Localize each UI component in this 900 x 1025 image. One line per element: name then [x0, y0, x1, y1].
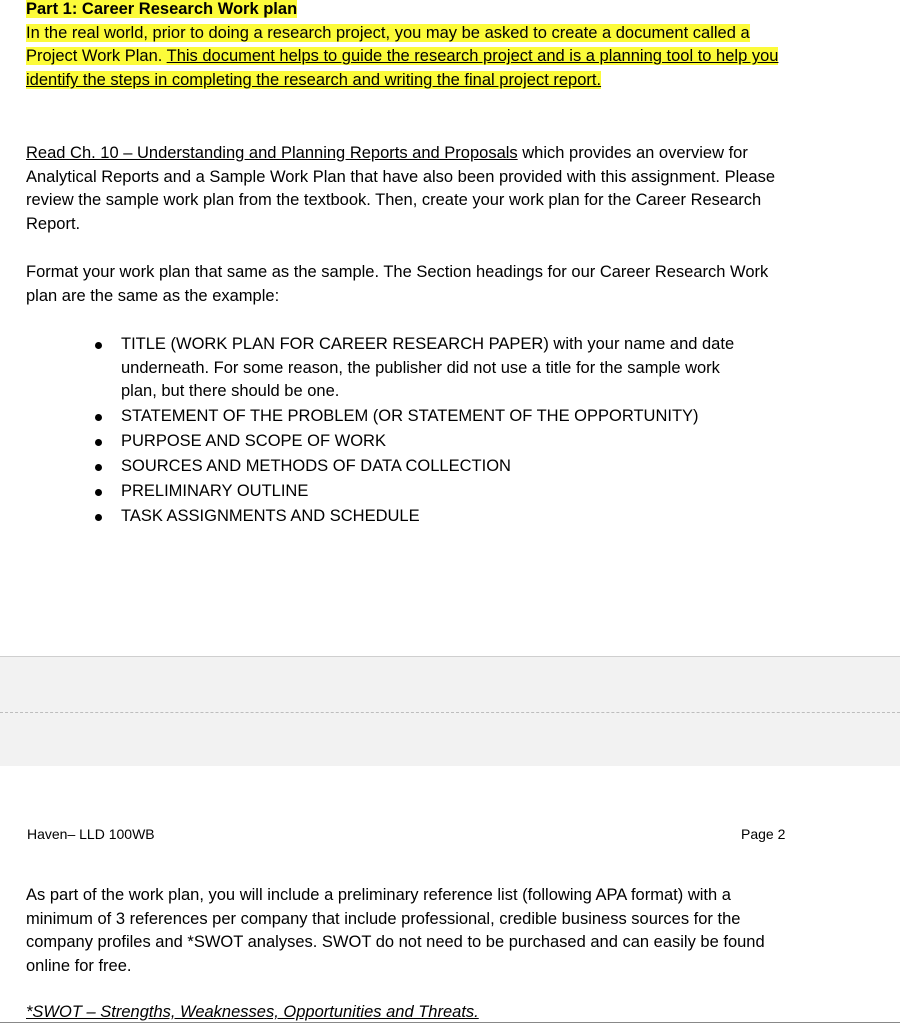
- document-page-2: [0, 766, 900, 1024]
- footer-author-course: Haven– LLD 100WB: [27, 826, 155, 842]
- list-item: STATEMENT OF THE PROBLEM (OR STATEMENT OF THE OPPORTUNITY): [95, 405, 735, 429]
- swot-note: *SWOT – Strengths, Weaknesses, Opportunities and Threats.: [26, 1003, 479, 1021]
- footer-page-number: Page 2: [741, 826, 786, 842]
- list-item: SOURCES AND METHODS OF DATA COLLECTION: [95, 455, 735, 479]
- part1-heading: Part 1: Career Research Work plan: [26, 0, 298, 18]
- section-headings-list: [95, 333, 735, 530]
- chapter-reference: Read Ch. 10 – Understanding and Planning Reports and Proposals: [26, 144, 518, 162]
- read-paragraph: [26, 142, 786, 237]
- list-item: PRELIMINARY OUTLINE: [95, 480, 735, 504]
- bullet-icon: [95, 414, 102, 421]
- intro-paragraph: [26, 0, 786, 93]
- bottom-divider: [0, 1022, 900, 1023]
- page-break: [0, 656, 900, 767]
- bullet-icon: [95, 342, 102, 349]
- bullet-icon: [95, 489, 102, 496]
- references-paragraph: As part of the work plan, you will include a preliminary reference list (following APA format) with a minimum of 3 references per company that include professional, credible business sources for the company profiles and *SWOT analyses. SWOT do not need to be purchased and can easily be found online for free.: [26, 886, 765, 976]
- page-break-divider: [0, 712, 900, 713]
- list-item: TITLE (WORK PLAN FOR CAREER RESEARCH PAPER) with your name and date underneath. For some reason, the publisher did not use a title for the sample work plan, but there should be one.: [95, 333, 735, 404]
- bullet-icon: [95, 439, 102, 446]
- read-rest-text: which provides an overview for Analytical Reports and a Sample Work Plan that have also been provided with this assignment. Please review the sample work plan from the textbook. Then, create your work plan for the Career Research Report.: [26, 144, 776, 234]
- intro-underlined-text: This document helps to guide the research project and is a planning tool to help you identify the steps in completing the research and writing the final project report.: [26, 47, 779, 90]
- list-item: PURPOSE AND SCOPE OF WORK: [95, 430, 735, 454]
- list-item: TASK ASSIGNMENTS AND SCHEDULE: [95, 505, 735, 529]
- format-paragraph: Format your work plan that same as the sample. The Section headings for our Career Research Work plan are the same as the example:: [26, 263, 769, 305]
- intro-text: In the real world, prior to doing a research project, you may be asked to create a document called a Project Work Plan.: [26, 23, 750, 66]
- bullet-icon: [95, 464, 102, 471]
- bullet-icon: [95, 514, 102, 521]
